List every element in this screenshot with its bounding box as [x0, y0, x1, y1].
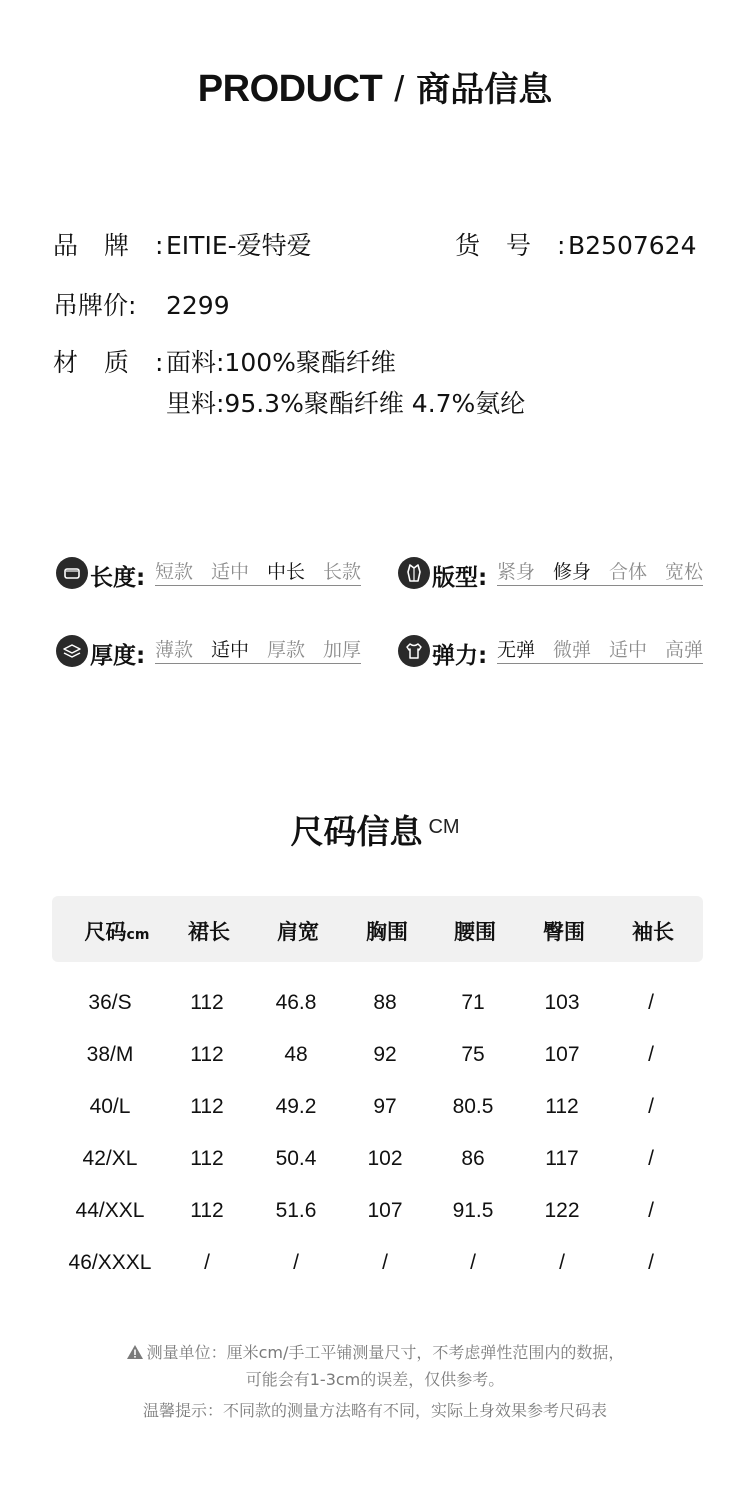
- fit-label: 版型:: [432, 565, 488, 591]
- length-option-3: 中长: [267, 561, 306, 583]
- column-header: 腰围: [454, 920, 496, 944]
- length-option-1: 短款: [155, 561, 194, 583]
- table-row: [52, 1043, 703, 1073]
- table-cell: 91.5: [452, 1199, 494, 1222]
- warning-icon: [126, 1344, 144, 1360]
- thickness-option-1: 薄款: [155, 639, 194, 661]
- size-table-header: [52, 896, 703, 962]
- table-cell: 122: [544, 1199, 580, 1222]
- column-header: [73, 916, 161, 946]
- elasticity-option-2: 微弹: [553, 639, 592, 661]
- fit-option-2: 修身: [553, 561, 592, 583]
- table-cell: /: [648, 1095, 654, 1118]
- tip-note: 温馨提示：不同款的测量方法略有不同，实际上身效果参考尺码表: [142, 1401, 607, 1420]
- table-cell: 40/L: [89, 1095, 131, 1118]
- elasticity-label: 弹力:: [432, 643, 488, 669]
- size-section-title: [0, 806, 750, 853]
- fit-option-1: 紧身: [497, 561, 536, 583]
- size-title-unit: CM: [428, 816, 460, 838]
- table-cell: 102: [367, 1147, 403, 1170]
- price-row: [53, 291, 453, 323]
- table-cell: 48: [284, 1043, 308, 1066]
- table-cell: /: [293, 1251, 299, 1274]
- tshirt-icon: [398, 635, 430, 667]
- column-header: 胸围: [366, 920, 408, 944]
- header-title-cn: 商品信息: [416, 70, 553, 110]
- thickness-options: [155, 640, 361, 664]
- table-cell: /: [559, 1251, 565, 1274]
- sku-label: 货号:: [455, 231, 592, 260]
- table-cell: 112: [545, 1095, 579, 1118]
- material-row: [53, 348, 653, 423]
- note-line-1: 测量单位：厘米cm/手工平铺测量尺寸，不考虑弹性范围内的数据，: [146, 1343, 625, 1362]
- table-row: [52, 1147, 703, 1177]
- header-separator: /: [394, 68, 405, 109]
- table-cell: /: [648, 991, 654, 1014]
- table-row: [52, 1251, 703, 1281]
- table-cell: 88: [373, 991, 397, 1014]
- dress-icon: [398, 557, 430, 589]
- material-line-2: 里料:95.3%聚酯纤维 4.7%氨纶: [166, 389, 526, 418]
- table-cell: 97: [373, 1095, 397, 1118]
- table-cell: 112: [190, 1095, 224, 1118]
- attribute-length: [56, 556, 376, 592]
- table-cell: /: [470, 1251, 476, 1274]
- header-title-en: PRODUCT: [197, 68, 383, 110]
- sku-value: B2507624: [568, 231, 697, 260]
- table-cell: 107: [367, 1199, 403, 1222]
- table-row: [52, 991, 703, 1021]
- table-cell: 75: [461, 1043, 485, 1066]
- table-cell: /: [648, 1251, 654, 1274]
- table-cell: 112: [190, 1043, 224, 1066]
- length-option-4: 长款: [323, 561, 362, 583]
- table-cell: 92: [373, 1043, 397, 1066]
- fit-options: [497, 562, 703, 586]
- table-cell: 103: [544, 991, 580, 1014]
- brand-value: EITIE-爱特爱: [166, 231, 312, 260]
- table-cell: 112: [190, 1199, 224, 1222]
- column-header: 臀围: [543, 920, 585, 944]
- column-header-unit: cm: [126, 927, 150, 943]
- column-header: 裙长: [188, 920, 230, 944]
- thickness-label: 厚度:: [90, 643, 146, 669]
- price-value: 2299: [166, 291, 230, 320]
- table-row: [52, 1199, 703, 1229]
- fabric-layers-icon: [56, 635, 88, 667]
- table-cell: 50.4: [275, 1147, 317, 1170]
- thickness-option-2: 适中: [211, 639, 250, 661]
- material-line-1: 面料:100%聚酯纤维: [166, 348, 396, 377]
- size-title-text: 尺码信息: [290, 812, 423, 851]
- column-header: 肩宽: [277, 920, 319, 944]
- elasticity-option-4: 高弹: [665, 639, 704, 661]
- attribute-elasticity: [398, 634, 718, 670]
- brand-row: [53, 231, 713, 263]
- price-label: 吊牌价:: [53, 291, 137, 320]
- table-cell: 107: [544, 1043, 580, 1066]
- table-cell: 71: [461, 991, 485, 1014]
- table-cell: 42/XL: [82, 1147, 138, 1170]
- table-cell: 49.2: [275, 1095, 317, 1118]
- table-cell: 86: [461, 1147, 485, 1170]
- fit-option-3: 合体: [609, 561, 648, 583]
- table-cell: 46.8: [275, 991, 317, 1014]
- column-header: 袖长: [632, 920, 674, 944]
- length-label: 长度:: [90, 565, 146, 591]
- table-cell: /: [648, 1199, 654, 1222]
- elasticity-options: [497, 640, 703, 664]
- table-cell: 46/XXXL: [68, 1251, 152, 1274]
- table-cell: 112: [190, 1147, 224, 1170]
- table-cell: 44/XXL: [75, 1199, 145, 1222]
- material-label: 材质:: [53, 348, 190, 377]
- table-cell: /: [204, 1251, 210, 1274]
- table-cell: /: [382, 1251, 388, 1274]
- table-cell: /: [648, 1043, 654, 1066]
- attribute-thickness: [56, 634, 376, 670]
- skirt-icon: [56, 557, 88, 589]
- page-header: [0, 62, 750, 111]
- table-row: [52, 1095, 703, 1125]
- attribute-fit: [398, 556, 718, 592]
- length-option-2: 适中: [211, 561, 250, 583]
- table-cell: /: [648, 1147, 654, 1170]
- table-cell: 36/S: [88, 991, 132, 1014]
- length-options: [155, 562, 361, 586]
- measurement-note: [0, 1340, 750, 1363]
- elasticity-option-1: 无弹: [497, 639, 536, 661]
- table-cell: 112: [190, 991, 224, 1014]
- thickness-option-3: 厚款: [267, 639, 306, 661]
- table-cell: 80.5: [452, 1095, 494, 1118]
- table-cell: 38/M: [86, 1043, 134, 1066]
- fit-option-4: 宽松: [665, 561, 704, 583]
- note-line-2: 可能会有1-3cm的误差，仅供参考。: [245, 1370, 505, 1389]
- table-cell: 51.6: [275, 1199, 317, 1222]
- column-header-main: 尺码: [84, 920, 127, 944]
- table-cell: 117: [545, 1147, 579, 1170]
- brand-label: 品牌:: [53, 231, 190, 260]
- thickness-option-4: 加厚: [323, 639, 362, 661]
- elasticity-option-3: 适中: [609, 639, 648, 661]
